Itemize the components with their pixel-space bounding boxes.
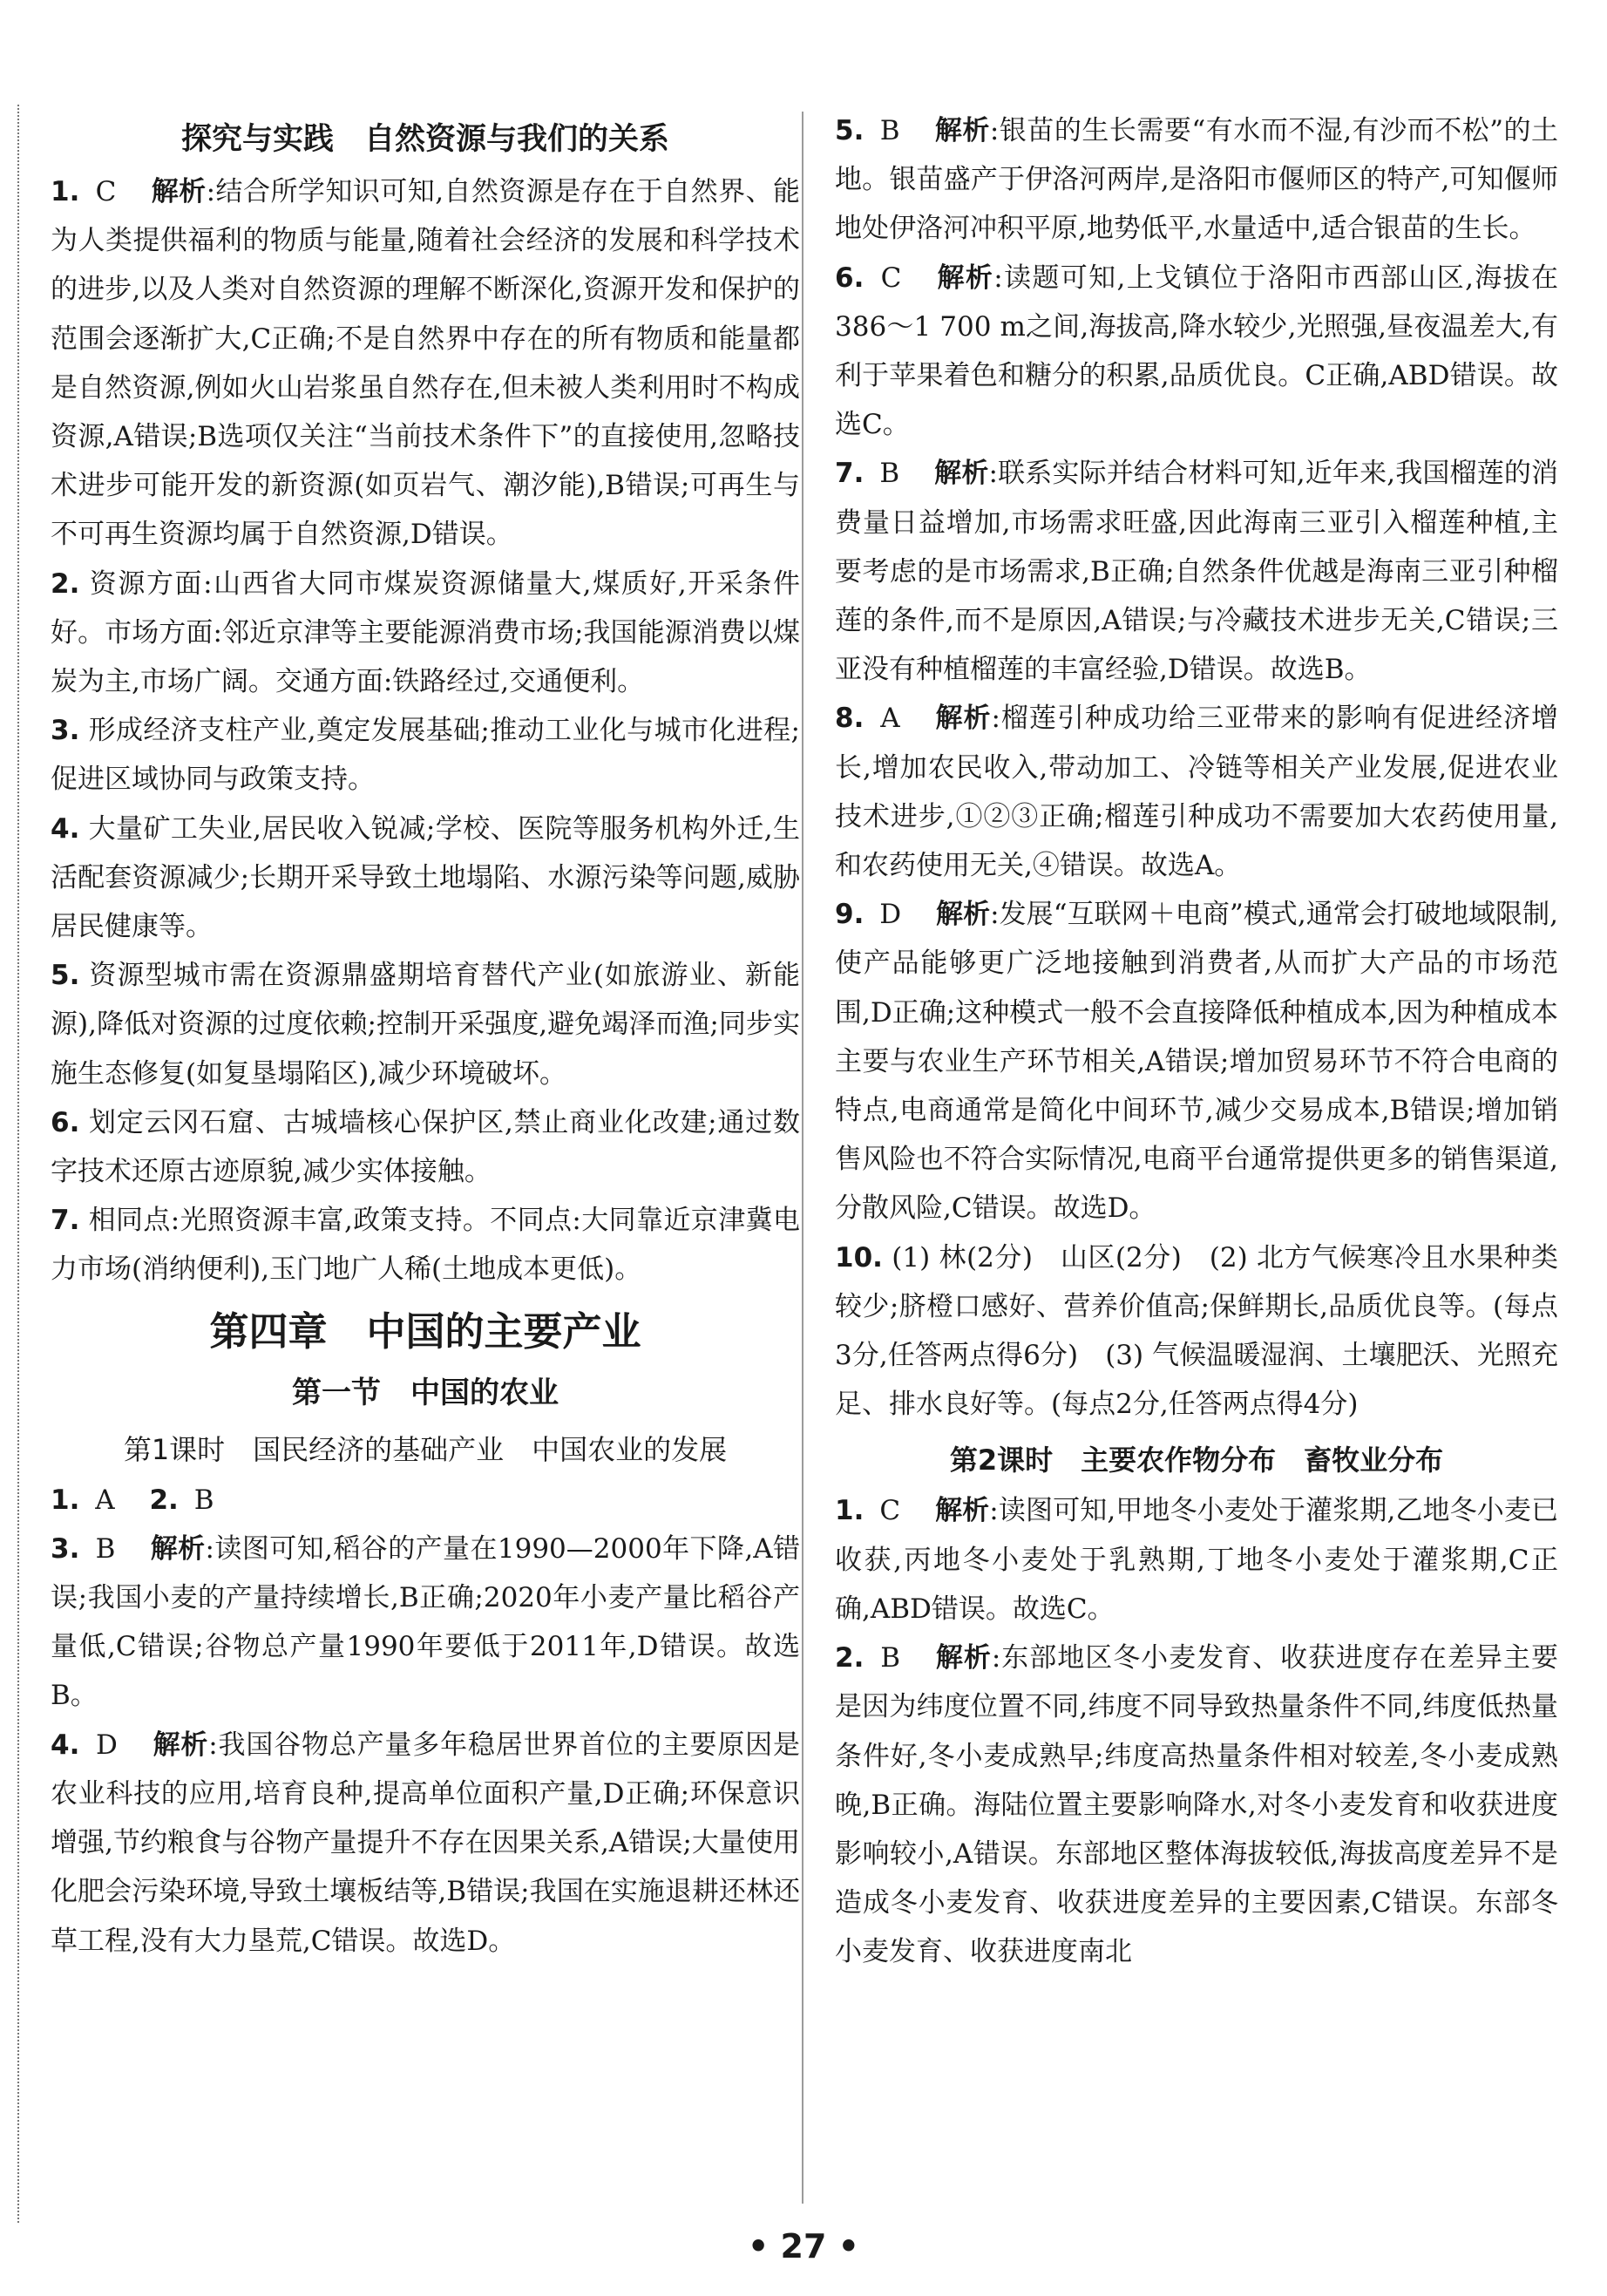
answer-item: 6. C 解析:读题可知,上戈镇位于洛阳市西部山区,海拔在386～1 700 m之间,海拔高,降水较少,光照强,昼夜温差大,有利于苹果着色和糖分的积累,品质优良。C正确,ABD错误。故选C。 xyxy=(835,262,1559,441)
answer-item: 6. 划定云冈石窟、古城墙核心保护区,禁止商业化改建;通过数字技术还原古迹原貌,减少实体接触。 xyxy=(51,1106,800,1188)
answer-item: 7. B 解析:联系实际并结合材料可知,近年来,我国榴莲的消费量日益增加,市场需求旺盛,因此海南三亚引入榴莲种植,主要考虑的是市场需求,B正确;自然条件优越是海南三亚引种榴莲的条件,而不是原因,A错误;与冷藏技术进步无关,C错误;三亚没有种植榴莲的丰富经验,D错误。故选B。 xyxy=(835,458,1559,686)
answer-item: 9. D 解析:发展“互联网＋电商”模式,通常会打破地域限制,使产品能够更广泛地接触到消费者,从而扩大产品的市场范围,D正确;这种模式一般不会直接降低种植成本,因为种植成本主要与农业生产环节相关,A错误;增加贸易环节不符合电商的特点,电商通常是简化中间环节,减少交易成本,B错误;增加销售风险也不符合实际情况,电商平台通常提供更多的销售渠道,分散风险,C错误。故选D。 xyxy=(835,899,1559,1225)
left-column xyxy=(51,112,800,1966)
lesson-heading: 第2课时 主要农作物分布 畜牧业分布 xyxy=(949,1443,1444,1477)
answer-item: 1. C 解析:结合所学知识可知,自然资源是存在于自然界、能为人类提供福利的物质与能量,随着社会经济的发展和科学技术的进步,以及人类对自然资源的理解不断深化,资源开发和保护的范围会逐渐扩大,C正确;不是自然界中存在的所有物质和能量都是自然资源,例如火山岩浆虽自然存在,但未被人类利用时不构成资源,A错误;B选项仅关注“当前技术条件下”的直接使用,忽略技术进步可能开发的新资源(如页岩气、潮汐能),B错误;可再生与不可再生资源均属于自然资源,D错误。 xyxy=(51,176,800,551)
chapter-heading: 第四章 中国的主要产业 xyxy=(209,1308,641,1355)
answer-item: 4. 大量矿工失业,居民收入锐减;学校、医院等服务机构外迁,生活配套资源减少;长期开采导致土地塌陷、水源污染等问题,威胁居民健康等。 xyxy=(51,812,801,943)
column-divider xyxy=(802,112,804,2204)
answer-item: 2. B 解析:东部地区冬小麦发育、收获进度存在差异主要是因为纬度位置不同,纬度不同导致热量条件不同,纬度低热量条件好,冬小麦成熟早;纬度高热量条件相对较差,冬小麦成熟晚,B正确。海陆位置主要影响降水,对冬小麦发育和收获进度影响较小,A错误。东部地区整体海拔较低,海拔高度差异不是造成冬小麦发育、收获进度差异的主要因素,C错误。东部冬小麦发育、收获进度南北 xyxy=(835,1642,1558,1968)
answer-item: 5. 资源型城市需在资源鼎盛期培育替代产业(如旅游业、新能源),降低对资源的过度依赖;控制开采强度,避免竭泽而渔;同步实施生态修复(如复垦塌陷区),减少环境破坏。 xyxy=(51,960,800,1090)
page-number: • 27 • xyxy=(748,2227,859,2265)
section-heading: 探究与实践 自然资源与我们的关系 xyxy=(180,122,669,157)
answer-item: 7. 相同点:光照资源丰富,政策支持。不同点:大同靠近京津冀电力市场(消纳便利),玉门地广人稀(土地成本更低)。 xyxy=(51,1205,800,1286)
answer-item: 2. 资源方面:山西省大同市煤炭资源储量大,煤质好,开采条件好。市场方面:邻近京津等主要能源消费市场;我国能源消费以煤炭为主,市场广阔。交通方面:铁路经过,交通便利。 xyxy=(51,567,800,698)
right-column xyxy=(835,106,1558,1977)
node-heading: 第一节 中国的农业 xyxy=(292,1375,559,1410)
binding-margin-rule xyxy=(17,105,19,2223)
answer-item: 3. 形成经济支柱产业,奠定发展基础;推动工业化与城市化进程;促进区域协同与政策支持。 xyxy=(51,715,800,796)
answer-item: 1. A 2. B xyxy=(51,1484,214,1516)
lesson-heading: 第1课时 国民经济的基础产业 中国农业的发展 xyxy=(123,1432,728,1466)
answer-item: 5. B 解析:银苗的生长需要“有水而不湿,有沙而不松”的土地。银苗盛产于伊洛河两岸,是洛阳市偃师区的特产,可知偃师地处伊洛河冲积平原,地势低平,水量适中,适合银苗的生长。 xyxy=(835,115,1559,245)
answer-item: 1. C 解析:读图可知,甲地冬小麦处于灌浆期,乙地冬小麦已收获,丙地冬小麦处于乳熟期,丁地冬小麦处于灌浆期,C正确,ABD错误。故选C。 xyxy=(835,1495,1559,1625)
answer-item: 3. B 解析:读图可知,稻谷的产量在1990—2000年下降,A错误;我国小麦的产量持续增长,B正确;2020年小麦产量比稻谷产量低,C错误;谷物总产量1990年要低于2011年,D错误。故选B。 xyxy=(51,1532,801,1712)
answer-item: 4. D 解析:我国谷物总产量多年稳居世界首位的主要原因是农业科技的应用,培育良种,提高单位面积产量,D正确;环保意识增强,节约粮食与谷物产量提升不存在因果关系,A错误;大量使用化肥会污染环境,导致土壤板结等,B错误;我国在实施退耕还林还草工程,没有大力垦荒,C错误。故选D。 xyxy=(51,1729,801,1957)
answer-item: 10. (1) 林(2分) 山区(2分) (2) 北方气候寒冷且水果种类较少;脐橙口感好、营养价值高;保鲜期长,品质优良等。(每点3分,任答两点得6分) (3) 气候温暖湿润、土壤肥沃、光照充足、排水良好等。(每点2分,任答两点得4分) xyxy=(835,1241,1558,1421)
answer-item: 8. A 解析:榴莲引种成功给三亚带来的影响有促进经济增长,增加农民收入,带动加工、冷链等相关产业发展,促进农业技术进步,①②③正确;榴莲引种成功不需要加大农药使用量,和农药使用无关,④错误。故选A。 xyxy=(835,703,1558,882)
